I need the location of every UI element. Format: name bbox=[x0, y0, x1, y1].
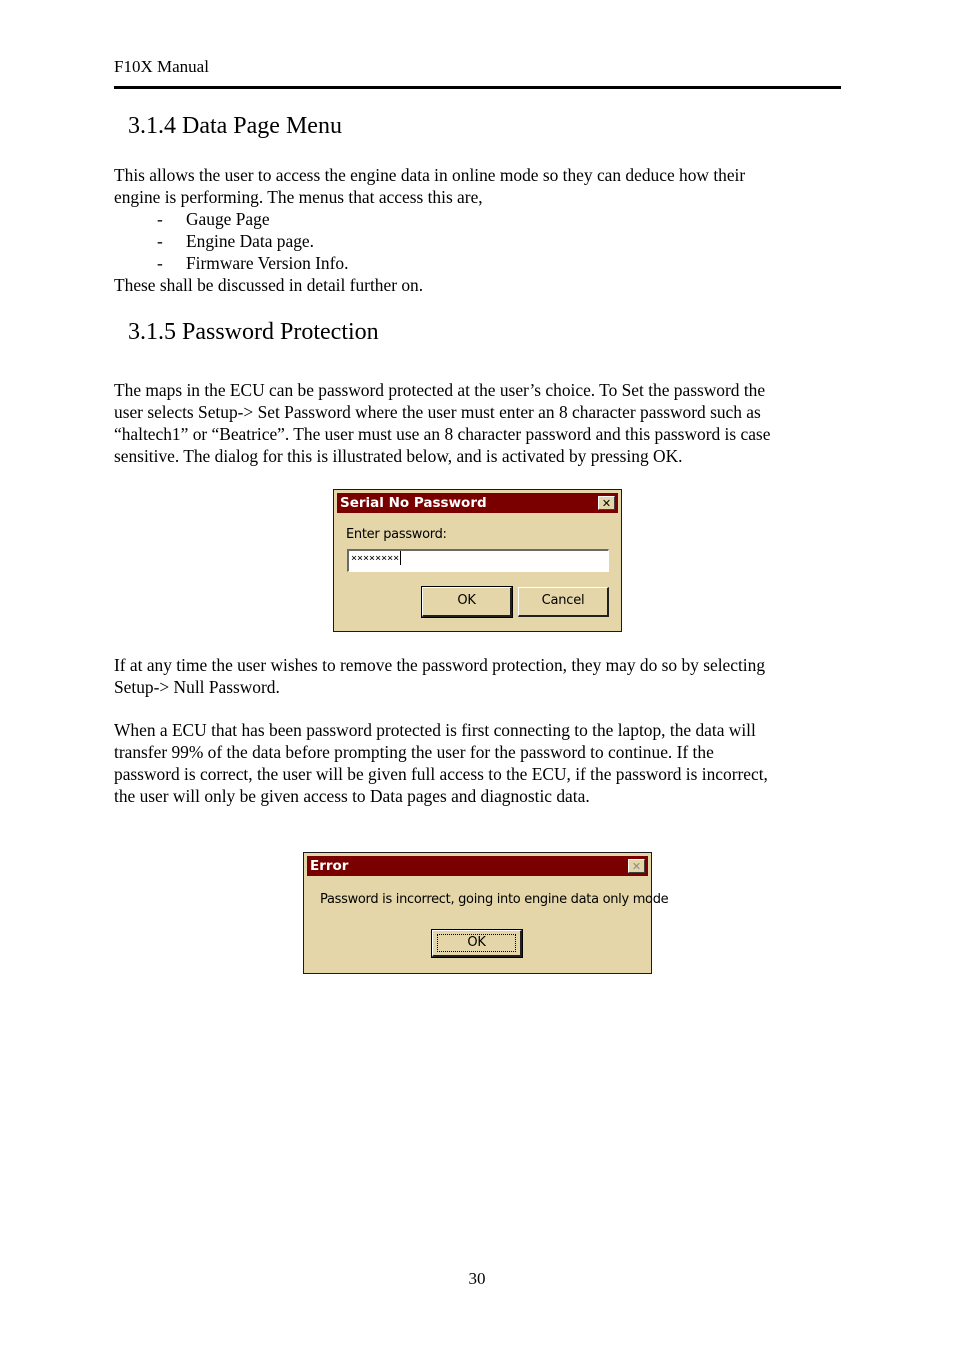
document-header-title: F10X Manual bbox=[114, 57, 209, 76]
password-input[interactable] bbox=[347, 549, 609, 572]
paragraph-line: password is correct, the user will be given full access to the ECU, if the password is incorrect, bbox=[114, 764, 768, 784]
paragraph-line: When a ECU that has been password protected is first connecting to the laptop, the data will bbox=[114, 720, 756, 740]
paragraph-line: “haltech1” or “Beatrice”. The user must use an 8 character password and this password is case bbox=[114, 424, 771, 444]
paragraph-line: sensitive. The dialog for this is illustrated below, and is activated by pressing OK. bbox=[114, 446, 683, 466]
intro-line: This allows the user to access the engine data in online mode so they can deduce how their bbox=[114, 165, 746, 185]
paragraph-line: the user will only be given access to Data pages and diagnostic data. bbox=[114, 786, 590, 806]
list-bullet: - bbox=[157, 253, 163, 273]
serial-no-password-dialog bbox=[333, 489, 622, 632]
header-rule bbox=[114, 86, 841, 89]
list-item-label: Engine Data page. bbox=[186, 231, 314, 251]
text-caret bbox=[400, 551, 401, 565]
list-item-label: Firmware Version Info. bbox=[186, 253, 349, 273]
data-page-intro bbox=[114, 164, 854, 208]
list-item bbox=[114, 208, 854, 230]
list-bullet: - bbox=[157, 209, 163, 229]
error-dialog-title: Error bbox=[310, 858, 349, 874]
paragraph-line: Setup-> Null Password. bbox=[114, 677, 280, 697]
password-dialog-title-bar bbox=[337, 493, 618, 513]
error-dialog bbox=[303, 852, 669, 974]
close-icon[interactable]: ✕ bbox=[628, 859, 645, 873]
null-password-paragraph bbox=[114, 654, 854, 698]
focus-rectangle bbox=[437, 934, 516, 952]
section-heading-password-protection: 3.1.5 Password Protection bbox=[128, 319, 379, 345]
cancel-button-label: Cancel bbox=[541, 593, 585, 608]
ok-button[interactable] bbox=[422, 587, 512, 617]
paragraph-line: transfer 99% of the data before prompting the user for the password to continue. If the bbox=[114, 742, 714, 762]
close-icon[interactable]: ✕ bbox=[598, 496, 615, 510]
data-page-outro: These shall be discussed in detail further on. bbox=[114, 275, 424, 295]
error-dialog-title-bar bbox=[307, 856, 648, 876]
intro-line: engine is performing. The menus that access this are, bbox=[114, 187, 483, 207]
error-ok-button-label: OK bbox=[467, 935, 486, 950]
error-message: Password is incorrect, going into engine data only mode bbox=[320, 892, 669, 907]
section-heading-data-page-menu: 3.1.4 Data Page Menu bbox=[128, 113, 342, 139]
paragraph-line: If at any time the user wishes to remove the password protection, they may do so by selecting bbox=[114, 655, 766, 675]
list-item bbox=[114, 230, 854, 252]
list-bullet: - bbox=[157, 231, 163, 251]
page-number: 30 bbox=[468, 1269, 486, 1288]
cancel-button[interactable] bbox=[518, 587, 609, 617]
ok-button-label: OK bbox=[457, 593, 476, 608]
list-item bbox=[114, 252, 854, 274]
data-page-menu-list bbox=[114, 208, 854, 296]
error-ok-button[interactable] bbox=[432, 930, 522, 957]
enter-password-label: Enter password: bbox=[346, 527, 447, 542]
password-behaviour-paragraph bbox=[114, 719, 854, 807]
paragraph-line: The maps in the ECU can be password protected at the user’s choice. To Set the password the bbox=[114, 380, 766, 400]
password-input-value: ×××××××× bbox=[351, 553, 400, 564]
password-dialog-title: Serial No Password bbox=[340, 495, 487, 511]
paragraph-line: user selects Setup-> Set Password where the user must enter an 8 character password such as bbox=[114, 402, 761, 422]
list-item-label: Gauge Page bbox=[186, 209, 270, 229]
password-intro-paragraph bbox=[114, 379, 854, 467]
